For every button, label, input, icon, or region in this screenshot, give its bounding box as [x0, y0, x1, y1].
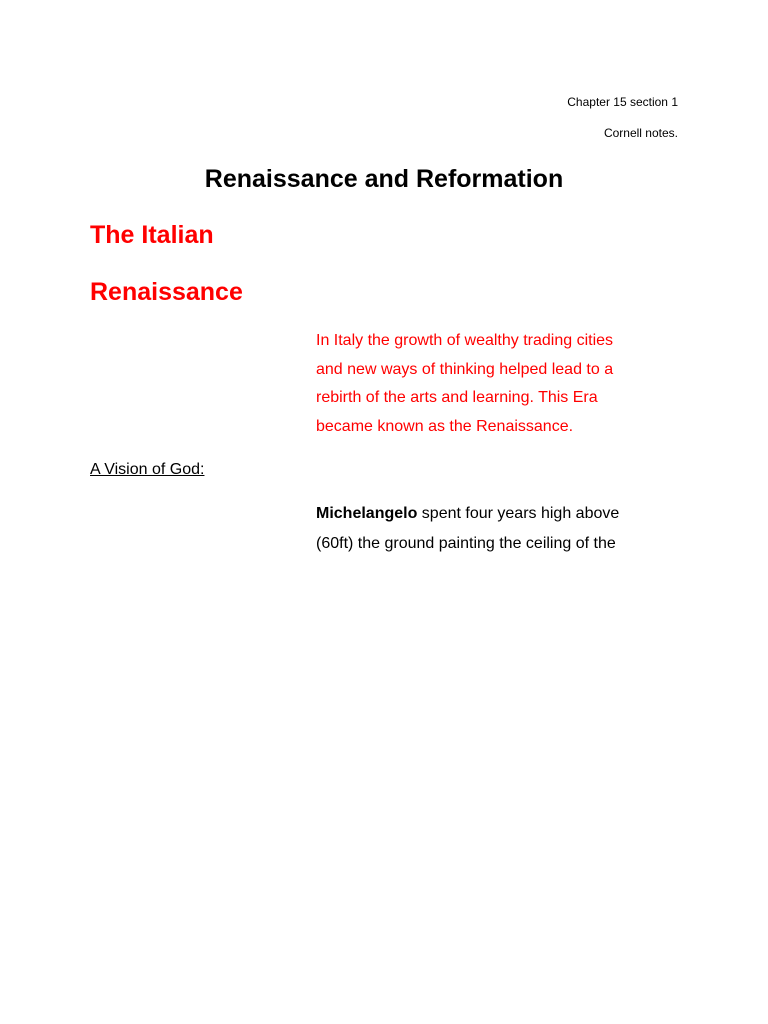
- chapter-label: Chapter 15 section 1: [567, 95, 678, 109]
- intro-line: and new ways of thinking helped lead to a: [316, 360, 614, 378]
- cornell-notes-label: Cornell notes.: [603, 126, 678, 140]
- notes-line-text: spent four years high above: [417, 505, 620, 522]
- cue-heading: A Vision of God:: [90, 461, 205, 478]
- notes-paragraph: [316, 499, 696, 559]
- section-heading-line-1: The Italian: [90, 221, 214, 249]
- bold-term: Michelangelo: [316, 505, 418, 522]
- intro-paragraph: [316, 327, 696, 442]
- page-title: Renaissance and Reformation: [204, 165, 564, 193]
- notes-line: (60ft) the ground painting the ceiling of the: [316, 535, 616, 552]
- intro-line: In Italy the growth of wealthy trading cities: [316, 332, 614, 349]
- intro-line: rebirth of the arts and learning. This Era: [316, 389, 598, 407]
- section-heading-line-2: Renaissance: [90, 278, 243, 306]
- notes-line: [316, 499, 696, 529]
- intro-line: became known as the Renaissance.: [316, 418, 574, 436]
